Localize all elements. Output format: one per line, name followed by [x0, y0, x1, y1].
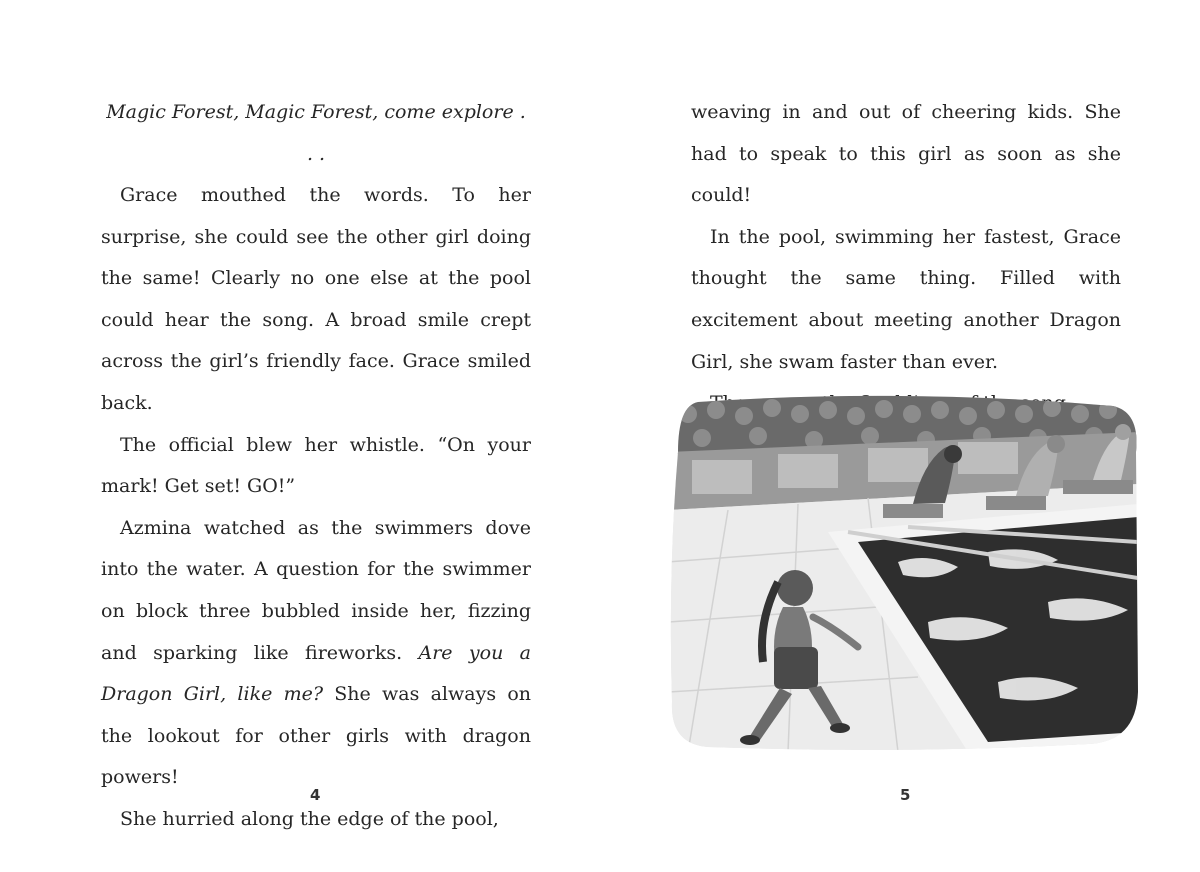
paragraph-text: She was always on the lookout for other girls with dragon powers! — [101, 683, 531, 789]
song-epigraph: Magic Forest, Magic Forest, come explore . . . — [106, 101, 526, 165]
paragraph: She hurried along the edge of the pool, — [120, 807, 499, 830]
paragraph: Grace mouthed the words. To her surprise, she could see the other girl doing the same! Clearly no one else at the pool could hear the song. A broad smile crept across the girl’s friendly face. Grace smiled back. — [101, 184, 531, 414]
right-body-text — [691, 92, 1121, 425]
left-body-text — [101, 175, 531, 841]
page-number: 5 — [900, 786, 911, 804]
paragraph: In the pool, swimming her fastest, Grace thought the same thing. Filled with excitement about meeting another Dragon Girl, she swam faster than ever. — [691, 225, 1121, 373]
swimming-pool-illustration — [668, 392, 1138, 752]
paragraph-text: Azmina watched as the swimmers dove into the water. A question for the swimmer on block three bubbled inside her, fizzing and sparking like fireworks. — [101, 516, 531, 664]
paragraph: weaving in and out of cheering kids. She had to speak to this girl as soon as she could! — [691, 101, 1121, 207]
page-number: 4 — [310, 786, 321, 804]
paragraph — [101, 508, 531, 799]
paragraph: The official blew her whistle. “On your mark! Get set! GO!” — [101, 433, 531, 498]
italic-question: Are you a Dragon Girl, like me? — [101, 641, 531, 706]
